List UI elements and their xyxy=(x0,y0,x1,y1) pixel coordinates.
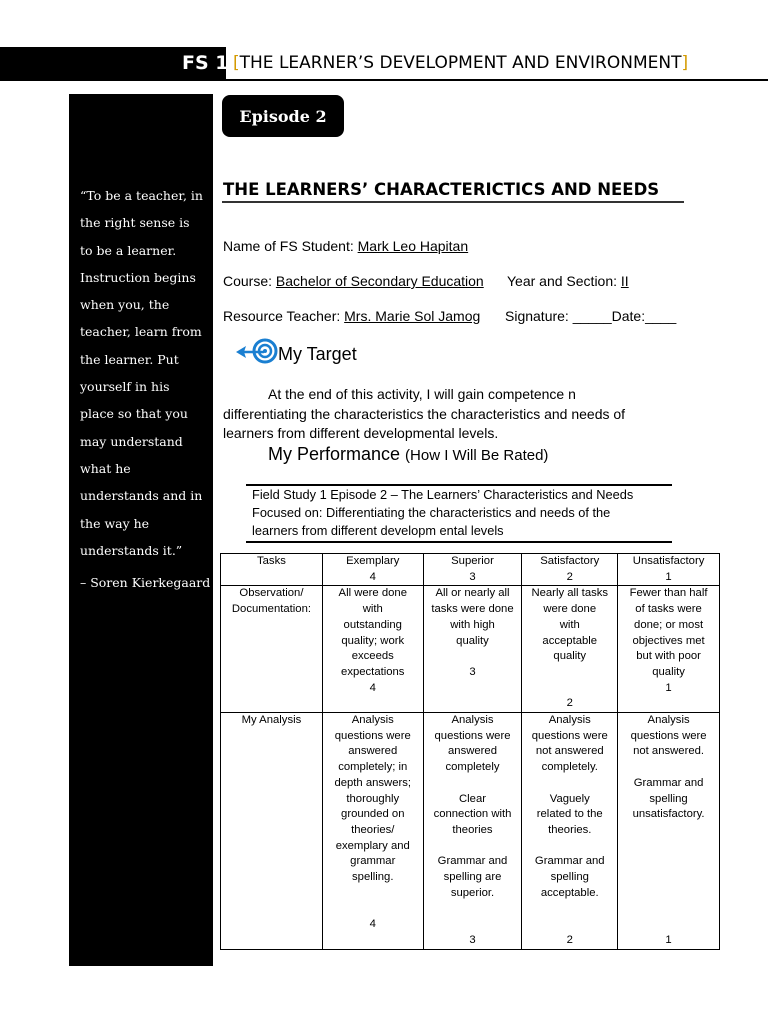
header-cell-satisfactory: Satisfactory 2 xyxy=(522,554,618,586)
header-cell-unsatisfactory: Unsatisfactory 1 xyxy=(618,554,720,586)
teacher-value: Mrs. Marie Sol Jamog xyxy=(344,308,481,324)
header-title xyxy=(233,53,688,73)
table-cell: All or nearly all tasks were done with high quality 3 xyxy=(423,586,522,713)
bracket-close: ] xyxy=(681,53,689,73)
table-row xyxy=(221,713,720,950)
table-header-row xyxy=(221,554,720,586)
table-cell: All were done with outstanding quality; work exceeds expectations 4 xyxy=(322,586,423,713)
my-performance-heading xyxy=(268,444,548,465)
fs-label: FS 1 xyxy=(182,52,229,74)
course-value: Bachelor of Secondary Education xyxy=(275,273,484,289)
year-section-value: II xyxy=(620,273,629,289)
my-target-heading: My Target xyxy=(278,344,357,364)
episode-badge: Episode 2 xyxy=(222,95,344,137)
fs-box-bottom-rule xyxy=(246,541,672,543)
table-row xyxy=(221,586,720,713)
fs-box-line-3: learners from different developm ental levels xyxy=(252,523,504,538)
task-cell-analysis: My Analysis xyxy=(221,713,323,950)
target-description-text: At the end of this activity, I will gain competence n differentiating the characteristics the characteristics and needs of learners from different developmental levels. xyxy=(223,386,626,442)
header-cell-superior: Superior 3 xyxy=(423,554,522,586)
quote-sidebar xyxy=(69,94,213,966)
fs-box-top-rule xyxy=(246,484,672,486)
target-description xyxy=(223,385,663,444)
rubric-table xyxy=(220,553,720,950)
sidebar-quote: “To be a teacher, in the right sense is to be a learner. Instruction begins when you, the teacher, learn from the learner. Put yourself in his place so that you may understand what he understands and in the way he understands it.” xyxy=(80,188,203,558)
title-rule xyxy=(222,201,684,203)
bracket-open: [ xyxy=(233,53,240,73)
header-rule xyxy=(226,79,768,81)
table-cell: Fewer than half of tasks were done; or most objectives met but with poor quality 1 xyxy=(618,586,720,713)
teacher-label: Resource Teacher: xyxy=(223,308,345,324)
header-cell-tasks: Tasks xyxy=(221,554,323,586)
table-cell: Analysis questions were not answered. Grammar and spelling unsatisfactory. 1 xyxy=(618,713,720,950)
year-section-label: Year and Section: xyxy=(507,273,621,289)
student-name-field xyxy=(223,238,468,254)
course-label: Course: xyxy=(223,273,276,289)
target-arrow-icon xyxy=(234,336,278,371)
header-cell-exemplary: Exemplary 4 xyxy=(322,554,423,586)
teacher-field xyxy=(223,308,480,324)
student-name-value: Mark Leo Hapitan xyxy=(357,238,469,254)
fs-box-line-1: Field Study 1 Episode 2 – The Learners’ Characteristics and Needs xyxy=(252,487,634,502)
performance-sub: (How I Will Be Rated) xyxy=(405,447,549,464)
table-cell: Analysis questions were answered completely Clear connection with theories Grammar and spelling are superior. 3 xyxy=(423,713,522,950)
student-name-label: Name of FS Student: xyxy=(223,238,358,254)
year-section-field xyxy=(507,273,629,289)
signature-date-field: Signature: _____Date:____ xyxy=(505,308,677,324)
fs-box-line-2: Focused on: Differentiating the characteristics and needs of the xyxy=(252,505,611,520)
quote-author: – Soren Kierkegaard xyxy=(80,575,211,590)
performance-label: My Performance xyxy=(268,444,406,464)
document-title: THE LEARNERS’ CHARACTERICTICS AND NEEDS xyxy=(223,180,660,199)
course-field xyxy=(223,273,484,289)
table-cell: Analysis questions were not answered completely. Vaguely related to the theories. Grammar and spelling acceptable. 2 xyxy=(522,713,618,950)
header-title-text: THE LEARNER’S DEVELOPMENT AND ENVIRONMENT xyxy=(239,53,682,73)
task-cell-observation: Observation/ Documentation: xyxy=(221,586,323,713)
table-cell: Analysis questions were answered completely; in depth answers; thoroughly grounded on theories/ exemplary and grammar spelling. 4 xyxy=(322,713,423,950)
table-cell: Nearly all tasks were done with acceptable quality 2 xyxy=(522,586,618,713)
